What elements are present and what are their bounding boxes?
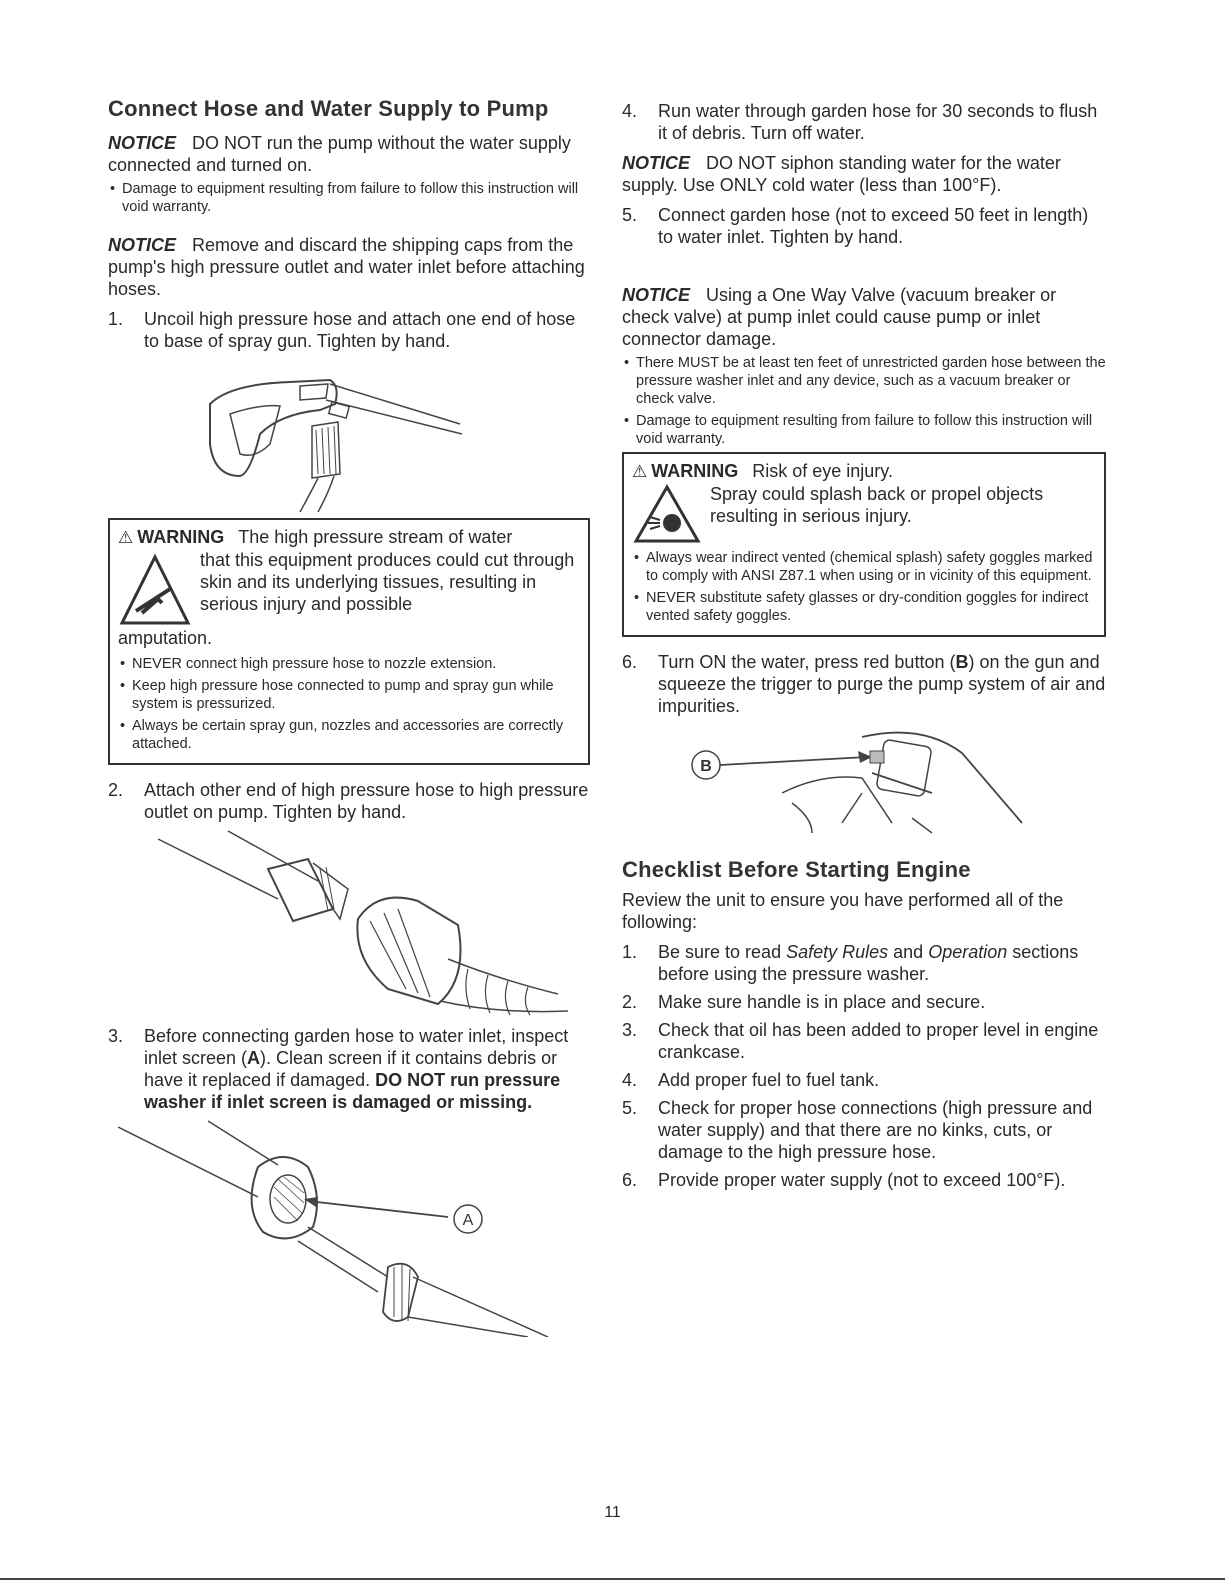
warning-triangle-icon: ⚠ — [632, 462, 648, 481]
callout-label-b: B — [700, 758, 712, 775]
checklist-item — [622, 1069, 1106, 1091]
step-text-a: Before connecting garden hose to water inlet, inspect inlet screen ( — [144, 1026, 569, 1068]
inlet-screen-illustration — [108, 1117, 578, 1337]
right-column — [622, 100, 1106, 1197]
checklist-item — [622, 991, 1106, 1013]
notice-bullets — [108, 180, 590, 216]
item-italic: Safety Rules — [786, 942, 889, 962]
warning-triangle-icon: ⚠ — [118, 528, 134, 547]
step-number: 1. — [108, 309, 124, 329]
step-text: Run water through garden hose for 30 seconds to flush it of debris. Turn off water. — [658, 101, 1098, 143]
callout-b: B — [955, 652, 969, 672]
checklist-intro: Review the unit to ensure you have performed all of the following: — [622, 890, 1064, 932]
notice-bullets — [622, 354, 1106, 448]
callout-label-a: A — [462, 1212, 474, 1229]
step-2 — [108, 779, 590, 823]
notice-text: DO NOT siphon standing water for the water supply. Use ONLY cold water (less than 100°F). — [622, 153, 1061, 195]
notice-run-pump — [108, 132, 590, 176]
warning-title: WARNING — [651, 461, 739, 481]
list-item: • NEVER connect high pressure hose to nozzle extension. — [118, 655, 580, 673]
notice-label: NOTICE — [108, 133, 177, 153]
warning-body — [118, 549, 580, 627]
step-warning-bold: DO NOT run pressure washer if inlet screen is damaged or missing. — [144, 1070, 561, 1112]
step-number: 4. — [622, 101, 638, 121]
step-text-b: ) on the gun and squeeze the trigger to purge the pump system of air and impurities. — [658, 652, 1106, 716]
step-number: 5. — [622, 1098, 638, 1118]
notice-text: Using a One Way Valve (vacuum breaker or check valve) at pump inlet could cause pump or inlet connector damage. — [622, 285, 1057, 349]
list-item: • Always wear indirect vented (chemical splash) safety goggles marked to comply with ANSI Z87.1 when using or in vicinity of this equipment. — [632, 549, 1096, 585]
left-column — [108, 96, 590, 1337]
callout-a: A — [247, 1048, 261, 1068]
step-number: 3. — [622, 1020, 638, 1040]
step-number: 2. — [622, 992, 638, 1012]
warning-body — [632, 483, 1096, 543]
section-heading-connect-hose: Connect Hose and Water Supply to Pump — [108, 96, 549, 121]
step-text: Uncoil high pressure hose and attach one end of hose to base of spray gun. Tighten by hand. — [144, 309, 576, 351]
item-text: and — [888, 942, 929, 962]
warning-box-cut-hazard — [108, 518, 590, 765]
checklist-item — [622, 1169, 1106, 1191]
item-text: sections before using the pressure washer. — [658, 942, 1079, 984]
step-4 — [622, 100, 1106, 144]
step-1 — [108, 308, 590, 352]
notice-text: Remove and discard the shipping caps from the pump's high pressure outlet and water inlet before attaching hoses. — [108, 235, 585, 299]
warning-title: WARNING — [137, 527, 225, 547]
step-5 — [622, 204, 1106, 248]
warning-text: Spray could splash back or propel objects resulting in serious injury. — [710, 484, 1044, 526]
list-item: • Damage to equipment resulting from failure to follow this instruction will void warranty. — [622, 412, 1106, 448]
item-text: Be sure to read — [658, 942, 787, 962]
step-number: 6. — [622, 652, 638, 672]
warning-text: that this equipment produces could cut through skin and its underlying tissues, resulting in serious injury and possible — [200, 550, 575, 614]
section-heading-checklist: Checklist Before Starting Engine — [622, 857, 971, 882]
notice-label: NOTICE — [622, 285, 691, 305]
step-number: 5. — [622, 205, 638, 225]
warning-lead: The high pressure stream of water — [238, 527, 513, 547]
eye-hazard-icon — [632, 483, 702, 543]
checklist-item — [622, 1019, 1106, 1063]
item-text: Add proper fuel to fuel tank. — [658, 1070, 880, 1090]
notice-label: NOTICE — [622, 153, 691, 173]
notice-label: NOTICE — [108, 235, 177, 255]
hose-outlet-illustration — [118, 829, 578, 1019]
item-italic: Operation — [928, 942, 1008, 962]
spray-gun-illustration — [200, 364, 500, 514]
list-item: • There MUST be at least ten feet of unrestricted garden hose between the pressure washer inlet and any device, such as a vacuum breaker or check valve. — [622, 354, 1106, 408]
step-text-b: ). Clean screen if it contains debris or have it replaced if damaged. — [144, 1048, 558, 1090]
step-text: Attach other end of high pressure hose to high pressure outlet on pump. Tighten by hand. — [144, 780, 589, 822]
notice-siphon — [622, 152, 1106, 196]
checklist-item — [622, 941, 1106, 985]
item-text: Check for proper hose connections (high pressure and water supply) and that there are no kinks, cuts, or damage to the high pressure hose. — [658, 1098, 1093, 1162]
warning-header — [632, 460, 1096, 483]
list-item: • Keep high pressure hose connected to pump and spray gun while system is pressurized. — [118, 677, 580, 713]
list-item: • NEVER substitute safety glasses or dry-condition goggles for indirect vented safety goggles. — [632, 589, 1096, 625]
notice-one-way-valve — [622, 284, 1106, 350]
warning-lead: Risk of eye injury. — [752, 461, 893, 481]
notice-text: DO NOT run the pump without the water supply connected and turned on. — [108, 133, 571, 175]
warning-header — [118, 526, 580, 549]
step-number: 3. — [108, 1026, 124, 1046]
step-number: 4. — [622, 1070, 638, 1090]
warning-bullets — [632, 549, 1096, 625]
checklist — [622, 941, 1106, 1191]
warning-tail: amputation. — [118, 628, 213, 648]
injection-hazard-icon — [118, 553, 192, 627]
checklist-item — [622, 1097, 1106, 1163]
warning-box-eye-injury — [622, 452, 1106, 637]
item-text: Provide proper water supply (not to exceed 100°F). — [658, 1170, 1066, 1190]
notice-shipping-caps — [108, 234, 590, 300]
bottom-border — [0, 1578, 1225, 1580]
step-6 — [622, 651, 1106, 717]
list-item: • Damage to equipment resulting from failure to follow this instruction will void warranty. — [108, 180, 590, 216]
step-number: 2. — [108, 780, 124, 800]
step-text-a: Turn ON the water, press red button ( — [658, 652, 956, 672]
page-number: 11 — [604, 1504, 621, 1521]
step-number: 1. — [622, 942, 638, 962]
item-text: Make sure handle is in place and secure. — [658, 992, 986, 1012]
list-item: • Always be certain spray gun, nozzles and accessories are correctly attached. — [118, 717, 580, 753]
item-text: Check that oil has been added to proper level in engine crankcase. — [658, 1020, 1099, 1062]
warning-bullets — [118, 655, 580, 753]
step-text: Connect garden hose (not to exceed 50 feet in length) to water inlet. Tighten by hand. — [658, 205, 1089, 247]
step-number: 6. — [622, 1170, 638, 1190]
step-3 — [108, 1025, 590, 1113]
purge-button-illustration — [662, 723, 1082, 843]
